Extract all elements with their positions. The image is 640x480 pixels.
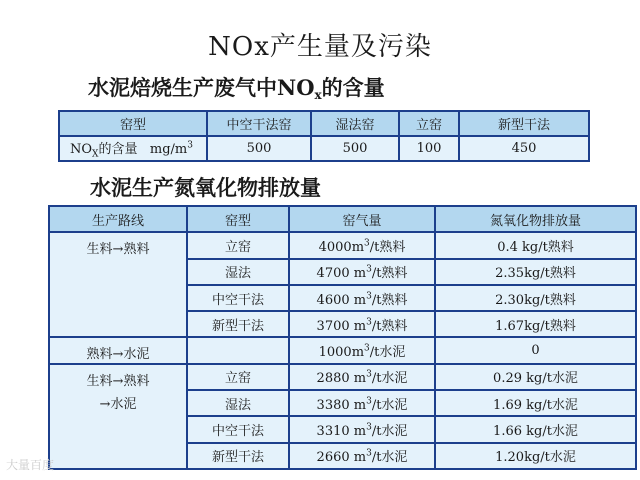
value-cell: 500	[311, 136, 399, 161]
kiln-cell: 新型干法	[187, 443, 289, 469]
table-row	[49, 232, 636, 258]
gas-unit-sup: 3	[366, 291, 372, 302]
emission-cell: 1.69 kg/t水泥	[435, 390, 636, 416]
gas-volume-cell	[289, 259, 435, 285]
value-cell: 500	[207, 136, 311, 161]
gas-unit: /t水泥	[371, 424, 408, 440]
gas-volume-cell	[289, 285, 435, 311]
gas-unit: /t熟料	[371, 266, 408, 282]
header-cell: 窑型	[59, 111, 207, 136]
header-cell: 生产路线	[49, 206, 187, 232]
emission-cell: 1.67kg/t熟料	[435, 311, 636, 337]
gas-unit: /t熟料	[369, 239, 406, 255]
gas-volume-cell	[289, 443, 435, 469]
table-header-row	[59, 111, 589, 136]
kiln-cell	[187, 337, 289, 363]
route-text-line1: 生料→熟料	[86, 373, 150, 389]
gas-value: 3310 m	[316, 424, 367, 440]
emission-cell: 2.30kg/t熟料	[435, 285, 636, 311]
gas-value: 2660 m	[316, 450, 367, 466]
route-text: 生料→熟料	[86, 242, 150, 258]
gas-unit-sup: 3	[366, 422, 372, 433]
gas-value: 3700 m	[316, 318, 367, 334]
gas-value: 1000m	[318, 345, 365, 361]
kiln-cell: 中空干法	[187, 416, 289, 442]
header-cell: 氮氧化物排放量	[435, 206, 636, 232]
gas-volume-cell	[289, 416, 435, 442]
gas-value: 2880 m	[316, 371, 367, 387]
gas-value: 3380 m	[316, 397, 367, 413]
gas-value: 4700 m	[316, 266, 367, 282]
gas-volume-cell	[289, 337, 435, 363]
section1-heading: 水泥焙烧生产废气中$NO_x$的含量	[88, 75, 385, 102]
gas-unit-sup: 3	[366, 264, 372, 275]
kiln-cell: 立窑	[187, 232, 289, 258]
route-cell	[49, 232, 187, 337]
kiln-cell: 湿法	[187, 259, 289, 285]
route-text: 熟料→水泥	[86, 347, 150, 363]
header-cell: 窑气量	[289, 206, 435, 232]
emission-cell: 0.29 kg/t水泥	[435, 364, 636, 390]
route-text-line2: →水泥	[99, 396, 137, 412]
gas-value: 4600 m	[316, 292, 367, 308]
gas-unit-sup: 3	[366, 396, 372, 407]
page-title: NOx产生量及污染	[208, 32, 432, 62]
gas-volume-cell	[289, 364, 435, 390]
header-cell: 窑型	[187, 206, 289, 232]
table-header-row	[49, 206, 636, 232]
gas-unit: /t水泥	[371, 397, 408, 413]
gas-unit: /t水泥	[369, 345, 406, 361]
gas-unit-sup: 3	[366, 317, 372, 328]
gas-volume-cell	[289, 390, 435, 416]
nox-content-table	[58, 110, 590, 162]
emission-cell: 2.35kg/t熟料	[435, 259, 636, 285]
watermark: 大量百度	[6, 458, 55, 472]
nox-emission-table	[48, 205, 637, 470]
emission-cell: 0.4 kg/t熟料	[435, 232, 636, 258]
header-cell: 湿法窑	[311, 111, 399, 136]
gas-unit-sup: 3	[364, 238, 370, 249]
kiln-cell: 立窑	[187, 364, 289, 390]
header-cell: 新型干法	[459, 111, 589, 136]
gas-unit: /t熟料	[371, 292, 408, 308]
value-cell: 450	[459, 136, 589, 161]
kiln-cell: 湿法	[187, 390, 289, 416]
gas-volume-cell	[289, 311, 435, 337]
gas-unit: /t水泥	[371, 450, 408, 466]
table-row	[49, 337, 636, 363]
value-cell: 100	[399, 136, 459, 161]
kiln-cell: 中空干法	[187, 285, 289, 311]
emission-cell: 1.20kg/t水泥	[435, 443, 636, 469]
gas-value: 4000m	[318, 239, 365, 255]
section2-heading: 水泥生产氮氧化物排放量	[90, 175, 321, 200]
table-row	[59, 136, 589, 161]
header-cell: 中空干法窑	[207, 111, 311, 136]
row-label-cell: $NO_X$的含量 $mg/m^3$	[59, 136, 207, 161]
gas-unit-sup: 3	[364, 343, 370, 354]
gas-unit: /t水泥	[371, 371, 408, 387]
gas-unit-sup: 3	[366, 448, 372, 459]
kiln-cell: 新型干法	[187, 311, 289, 337]
header-cell: 立窑	[399, 111, 459, 136]
gas-unit-sup: 3	[366, 370, 372, 381]
route-cell	[49, 364, 187, 469]
gas-unit: /t熟料	[371, 318, 408, 334]
emission-cell: 0	[435, 337, 636, 363]
route-cell	[49, 337, 187, 363]
emission-cell: 1.66 kg/t水泥	[435, 416, 636, 442]
table-row	[49, 364, 636, 390]
gas-volume-cell	[289, 232, 435, 258]
